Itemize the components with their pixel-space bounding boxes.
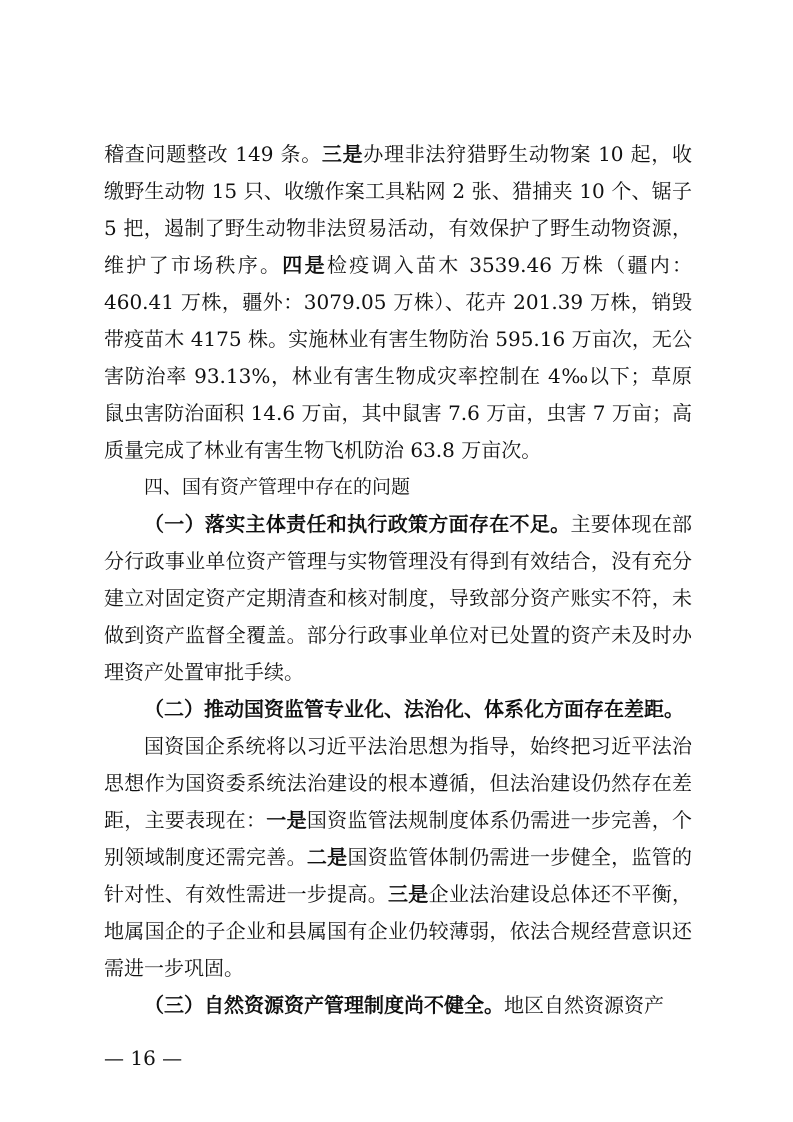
subsection-title: （一）落实主体责任和执行政策方面存在不足。 bbox=[144, 512, 571, 536]
subsection-title: （三）自然资源资产管理制度尚不健全。 bbox=[144, 993, 504, 1017]
text-run: 稽查问题整改 149 条。 bbox=[104, 142, 322, 166]
paragraph-body bbox=[104, 728, 692, 987]
section-heading: 四、国有资产管理中存在的问题 bbox=[144, 476, 411, 498]
text-run: 国资监管法规制度体系仍需进一步完善，个别领域制度还需完善。 bbox=[104, 808, 693, 869]
text-run: 主要体现在部分行政事业单位资产管理与实物管理没有得到有效结合，没有充分建立对固定资产定期清查和核对制度，导致部分资产账实不符，未做到资产监督全覆盖。部分行政事业单位对已处置的资产未及时办理资产处置审批手续。 bbox=[104, 512, 693, 684]
bold-marker: 四是 bbox=[282, 253, 327, 277]
text-run: 地区自然资源资产 bbox=[504, 993, 664, 1017]
page-number: — 16 — bbox=[104, 1046, 183, 1070]
subsection-title: （二）推动国资监管专业化、法治化、体系化方面存在差距。 bbox=[144, 697, 684, 721]
bold-marker: 三是 bbox=[321, 142, 364, 166]
text-run: 国资国企系统将以习近平法治思想为指导，始终把习近平法治思想作为国资委系统法治建设的根本遵循，但法治建设仍然存在差距，主要表现在： bbox=[104, 734, 692, 832]
bold-marker: 三是 bbox=[388, 882, 429, 906]
document-body bbox=[104, 136, 692, 1024]
text-run: 办理非法狩猎野生动物案 10 起，收缴野生动物 15 只、收缴作案工具粘网 2 张、猎捕夹 10 个、锯子 5 把，遏制了野生动物非法贸易活动，有效保护了野生动物资源，维护了市场秩序。 bbox=[104, 142, 692, 277]
text-run: 国资监管体制仍需进一步健全，监管的针对性、有效性需进一步提高。 bbox=[104, 845, 693, 906]
bold-marker: 二是 bbox=[306, 845, 348, 869]
paragraph-subsection-2 bbox=[104, 691, 692, 728]
paragraph-subsection-1 bbox=[104, 506, 692, 691]
text-run: 企业法治建设总体还不平衡，地属国企的子企业和县属国有企业仍较薄弱，依法合规经营意识还需进一步巩固。 bbox=[104, 882, 693, 980]
bold-marker: 一是 bbox=[266, 808, 307, 832]
text-run: 检疫调入苗木 3539.46 万株（疆内：460.41 万株，疆外：3079.05 万株）、花卉 201.39 万株，销毁带疫苗木 4175 株。实施林业有害生物防治 595.16 万亩次，无公害防治率 93.13%，林业有害生物成灾率控制在 4‰以下；草原鼠虫害防治面积 14.6 万亩，其中鼠害 7.6 万亩，虫害 7 万亩；高质量完成了林业有害生物飞机防治 63.8 万亩次。 bbox=[104, 253, 693, 462]
paragraph-subsection-3 bbox=[104, 987, 692, 1024]
paragraph-continued bbox=[104, 136, 692, 469]
